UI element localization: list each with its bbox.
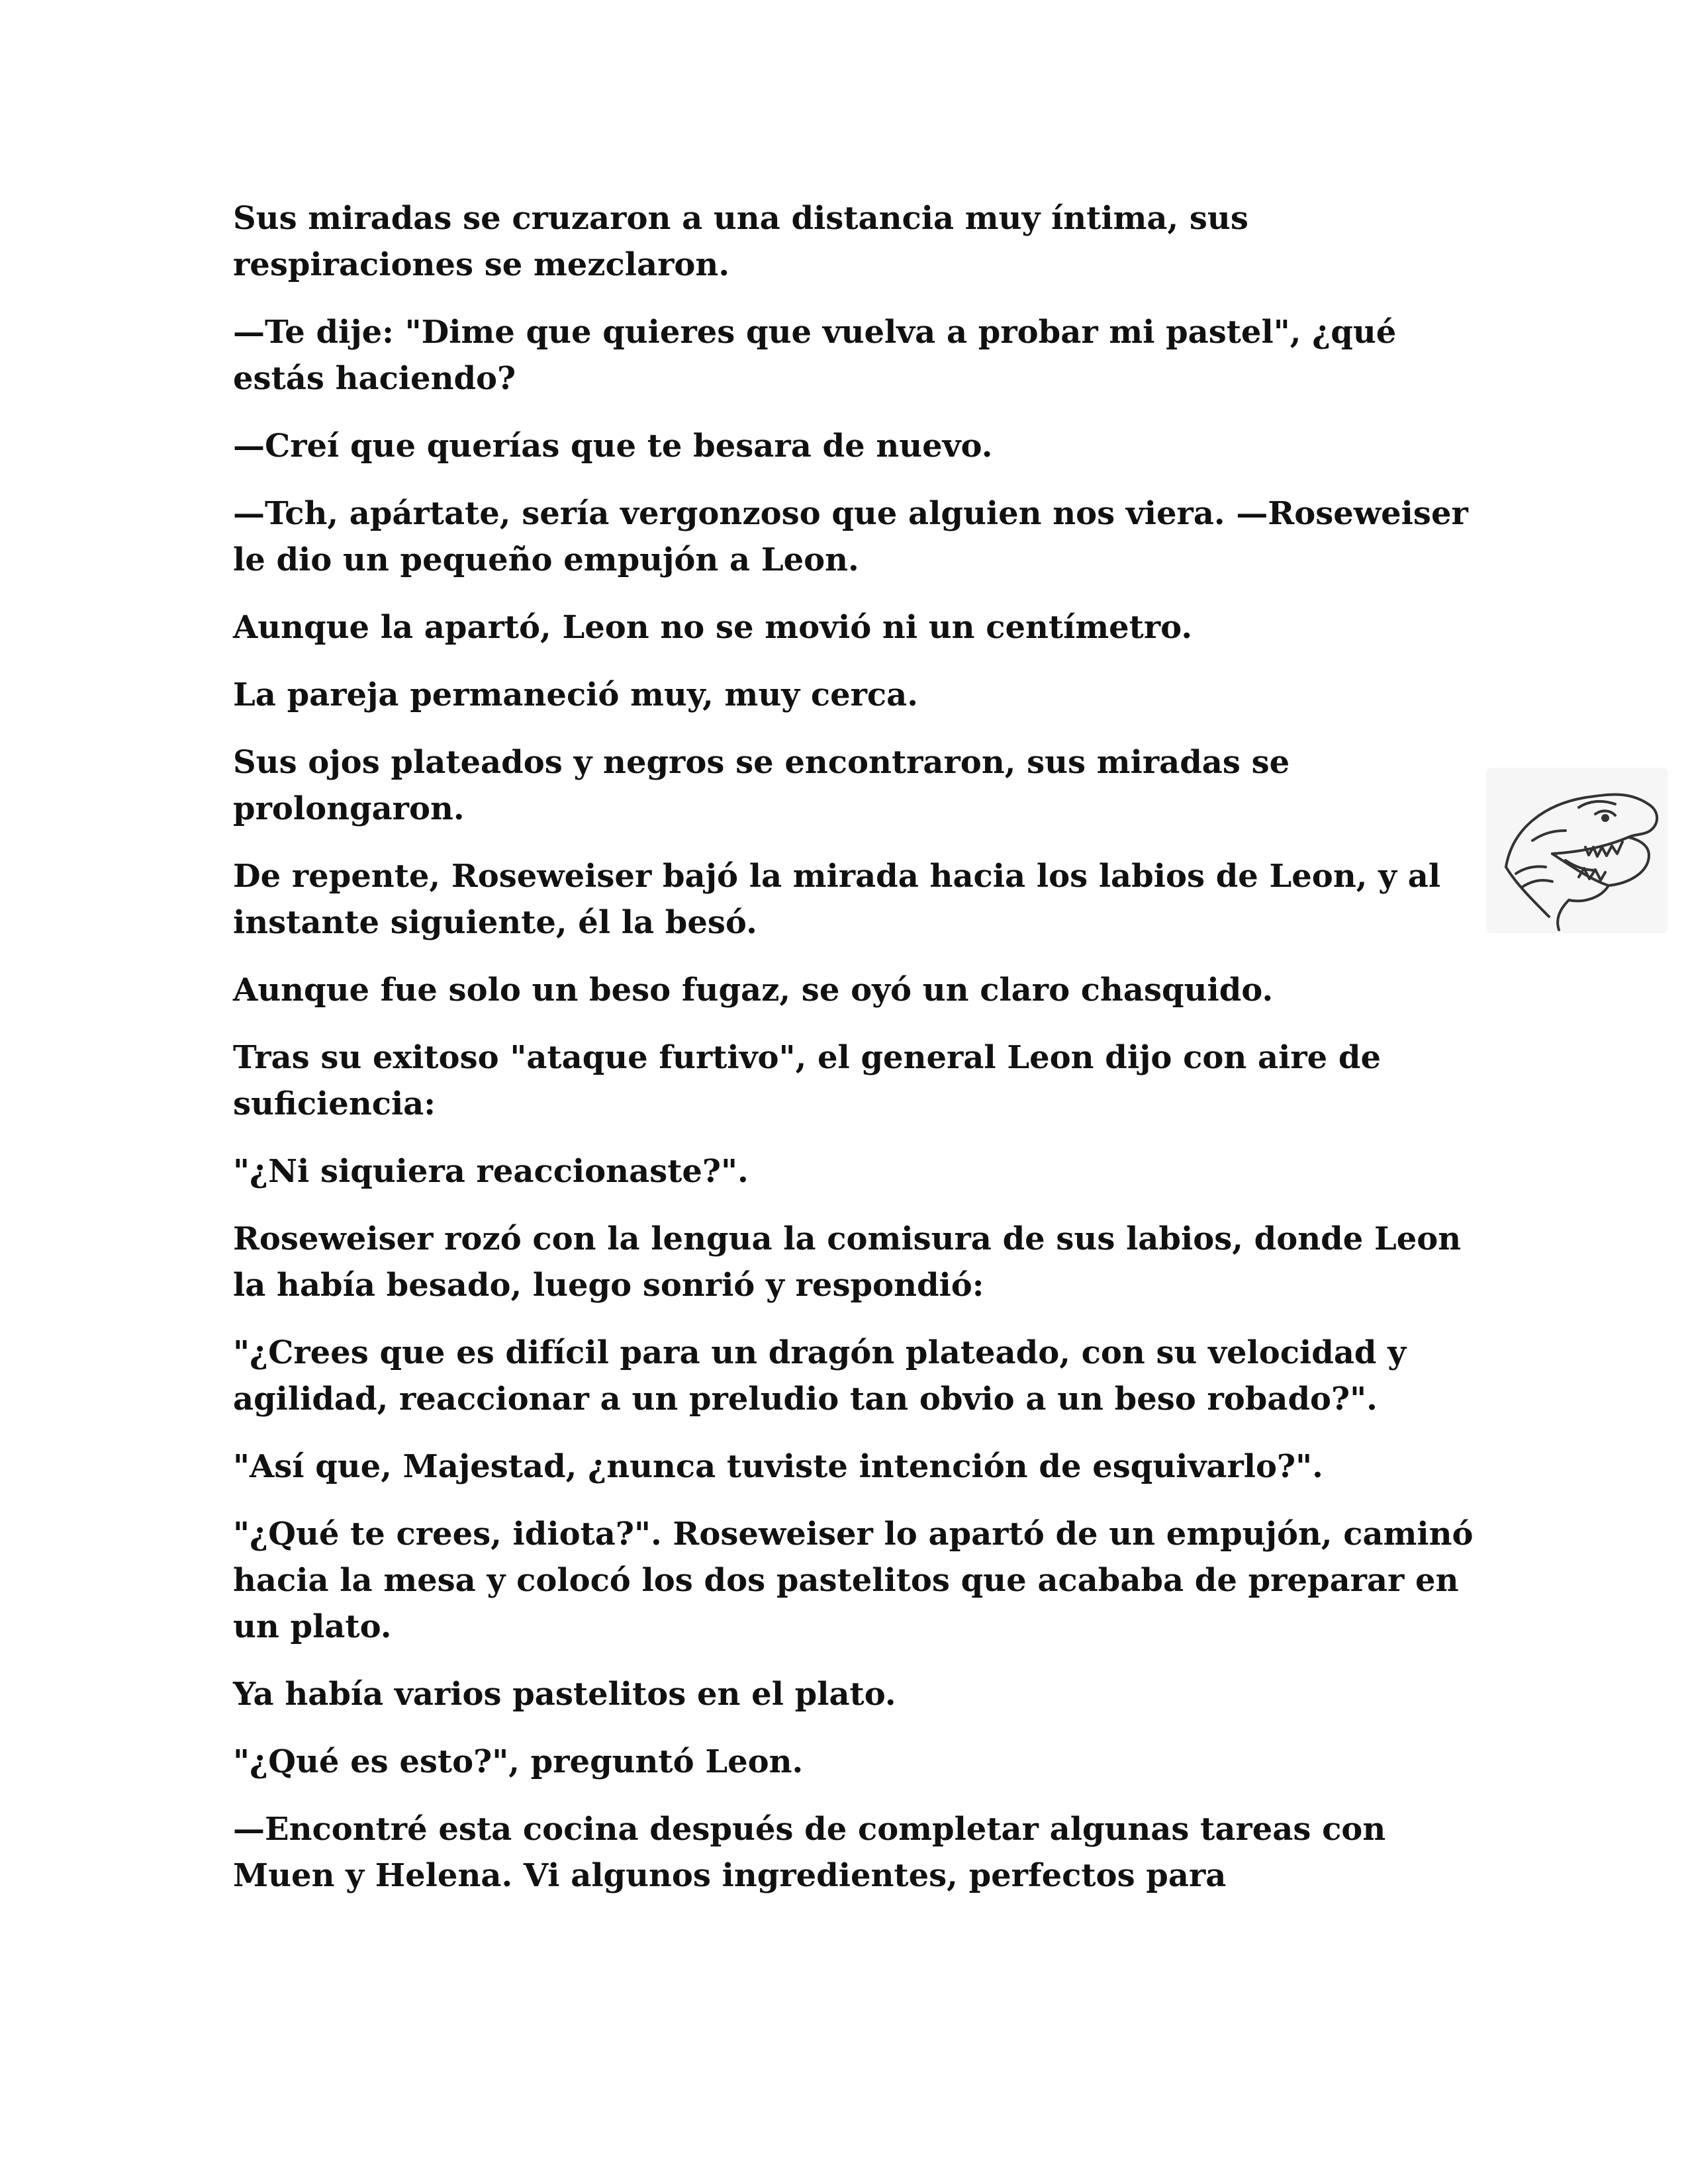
paragraph: La pareja permaneció muy, muy cerca. <box>233 676 918 713</box>
body-text <box>233 195 1477 1920</box>
paragraph: —Creí que querías que te besara de nuevo. <box>233 428 993 465</box>
paragraph: Sus ojos plateados y negros se encontraron, sus miradas se prolongaron. <box>233 744 1290 827</box>
paragraph: —Encontré esta cocina después de completar algunas tareas con Muen y Helena. Vi algunos ingredientes, perfectos para <box>233 1811 1386 1894</box>
paragraph: "¿Ni siquiera reaccionaste?". <box>233 1153 749 1190</box>
paragraph: Sus miradas se cruzaron a una distancia muy íntima, sus respiraciones se mezclaron. <box>233 200 1248 283</box>
paragraph: —Te dije: "Dime que quieres que vuelva a probar mi pastel", ¿qué estás haciendo? <box>233 314 1397 397</box>
paragraph: Tras su exitoso "ataque furtivo", el general Leon dijo con aire de suficiencia: <box>233 1039 1381 1122</box>
dinosaur-head-icon <box>1486 768 1668 933</box>
paragraph: Aunque fue solo un beso fugaz, se oyó un claro chasquido. <box>233 972 1274 1009</box>
paragraph: "¿Qué te crees, idiota?". Roseweiser lo apartó de un empujón, caminó hacia la mesa y colocó los dos pastelitos que acababa de preparar en un plato. <box>233 1516 1474 1645</box>
paragraph: Roseweiser rozó con la lengua la comisura de sus labios, donde Leon la había besado, luego sonrió y respondió: <box>233 1220 1462 1304</box>
paragraph: —Tch, apártate, sería vergonzoso que alguien nos viera. —Roseweiser le dio un pequeño empujón a Leon. <box>233 495 1468 578</box>
paragraph: "¿Crees que es difícil para un dragón plateado, con su velocidad y agilidad, reaccionar a un preludio tan obvio a un beso robado?". <box>233 1334 1407 1418</box>
paragraph: Ya había varios pastelitos en el plato. <box>233 1676 896 1713</box>
paragraph: "Así que, Majestad, ¿nunca tuviste intención de esquivarlo?". <box>233 1448 1323 1485</box>
paragraph: De repente, Roseweiser bajó la mirada hacia los labios de Leon, y al instante siguiente, él la besó. <box>233 858 1441 941</box>
paragraph: "¿Qué es esto?", preguntó Leon. <box>233 1743 804 1780</box>
paragraph: Aunque la apartó, Leon no se movió ni un centímetro. <box>233 609 1193 646</box>
